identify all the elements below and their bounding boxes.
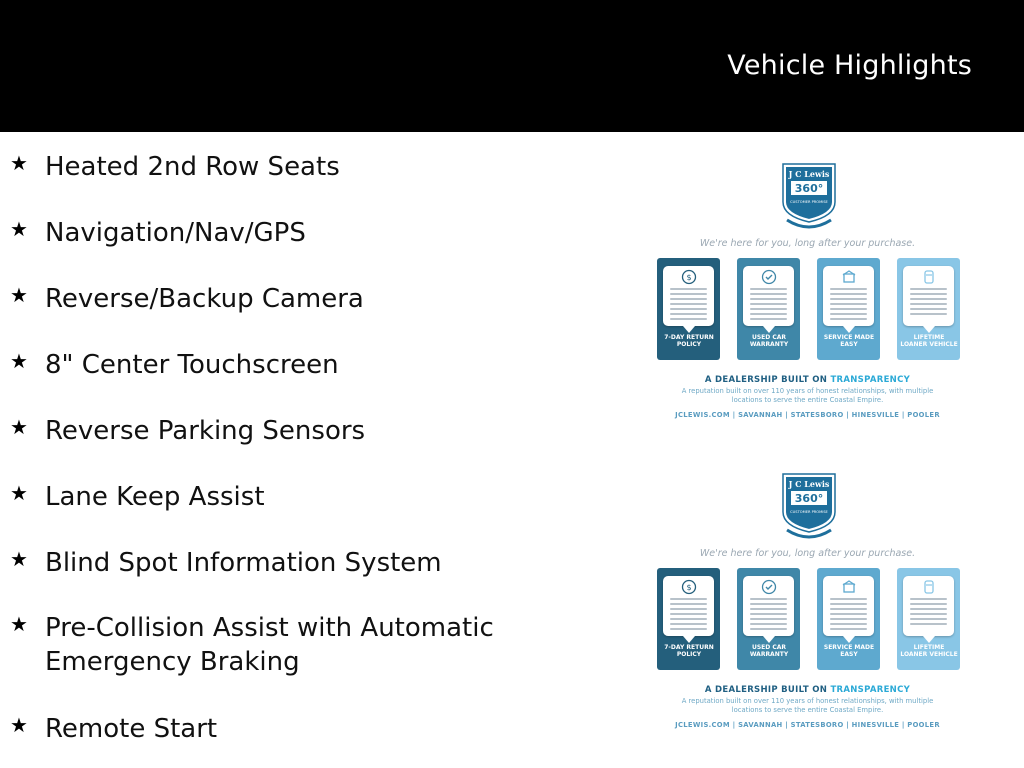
promise-card-label: SERVICE MADE EASY (823, 644, 875, 658)
star-icon: ★ (10, 217, 28, 241)
reputation-text: A reputation built on over 110 years of honest relationships, with multiple locations to serve the entire Coastal Empire. (681, 387, 934, 404)
customer-promise-graphic (645, 472, 970, 737)
feature-label: Lane Keep Assist (45, 482, 265, 512)
promise-card-warranty (737, 258, 800, 360)
promise-card-return (657, 568, 720, 670)
promise-card-loaner (897, 258, 960, 360)
built-on-transparency (645, 685, 970, 695)
star-icon: ★ (10, 283, 28, 307)
star-icon: ★ (10, 547, 28, 571)
feature-label: Blind Spot Information System (45, 548, 442, 578)
star-icon: ★ (10, 415, 28, 439)
car-icon (921, 269, 937, 285)
feature-label: Navigation/Nav/GPS (45, 218, 306, 248)
star-icon: ★ (10, 151, 28, 175)
feature-label: Reverse/Backup Camera (45, 284, 364, 314)
promise-card-return (657, 258, 720, 360)
badge-number-text: 360° (794, 182, 824, 195)
promise-card-label: LIFETIME LOANER VEHICLE (900, 334, 958, 348)
badge-caption-text: CUSTOMER PROMISE (790, 510, 828, 514)
promise-cards (657, 258, 962, 362)
star-icon: ★ (10, 481, 28, 505)
svg-text:$: $ (686, 273, 692, 282)
star-icon: ★ (10, 713, 28, 737)
feature-label: Heated 2nd Row Seats (45, 152, 340, 182)
star-icon: ★ (10, 349, 28, 373)
svg-text:$: $ (686, 583, 692, 592)
promise-card-loaner (897, 568, 960, 670)
built-accent: TRANSPARENCY (830, 685, 911, 695)
slide-header (0, 0, 1024, 132)
reputation-text: A reputation built on over 110 years of honest relationships, with multiple locations to serve the entire Coastal Empire. (681, 697, 934, 714)
promise-card-warranty (737, 568, 800, 670)
slide-title: Vehicle Highlights (727, 50, 972, 81)
promise-tagline: We're here for you, long after your purchase. (699, 238, 916, 249)
car-icon (921, 579, 937, 595)
locations-text: JCLEWIS.COM | SAVANNAH | STATESBORO | HINESVILLE | POOLER (675, 411, 940, 419)
badge-brand-text: J C Lewis (788, 169, 830, 179)
promise-tagline: We're here for you, long after your purchase. (699, 548, 916, 559)
building-icon (841, 579, 857, 595)
built-on-transparency (645, 375, 970, 385)
promise-card-label: USED CAR WARRANTY (749, 644, 789, 658)
feature-label: Remote Start (45, 714, 218, 744)
customer-promise-graphic (645, 162, 970, 427)
promise-card-label: 7-DAY RETURN POLICY (664, 334, 714, 348)
feature-label: 8" Center Touchscreen (45, 350, 339, 380)
feature-label: Reverse Parking Sensors (45, 416, 366, 446)
building-icon (841, 269, 857, 285)
shield-check-icon (761, 579, 777, 595)
feature-label: Pre-Collision Assist with Automatic Emergency Braking (45, 613, 494, 677)
promise-card-service (817, 258, 880, 360)
locations-text: JCLEWIS.COM | SAVANNAH | STATESBORO | HINESVILLE | POOLER (675, 721, 940, 729)
promise-card-label: LIFETIME LOANER VEHICLE (900, 644, 958, 658)
promise-cards (657, 568, 962, 672)
promise-card-label: USED CAR WARRANTY (749, 334, 789, 348)
promise-card-label: SERVICE MADE EASY (823, 334, 875, 348)
shield-check-icon (761, 269, 777, 285)
badge-caption-text: CUSTOMER PROMISE (790, 200, 828, 204)
built-prefix: A DEALERSHIP BUILT ON (704, 375, 831, 385)
jclewis-360-badge (781, 472, 837, 540)
star-icon: ★ (10, 612, 28, 636)
jclewis-360-badge (781, 162, 837, 230)
promise-card-service (817, 568, 880, 670)
built-prefix: A DEALERSHIP BUILT ON (704, 685, 831, 695)
badge-brand-text: J C Lewis (788, 479, 830, 489)
badge-number-text: 360° (794, 492, 824, 505)
promise-card-label: 7-DAY RETURN POLICY (664, 644, 714, 658)
dollar-refresh-icon (681, 579, 697, 595)
built-accent: TRANSPARENCY (830, 375, 911, 385)
dollar-refresh-icon (681, 269, 697, 285)
